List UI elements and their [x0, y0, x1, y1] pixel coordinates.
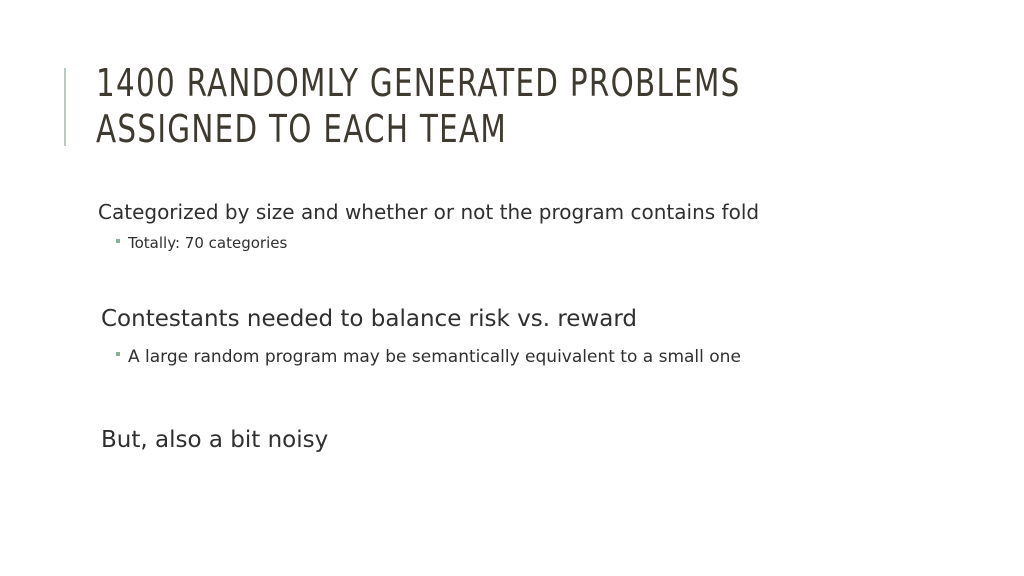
sub-bullet-marker-icon [116, 352, 120, 356]
bullet-1-sub-text: Totally: 70 categories [128, 234, 288, 252]
sub-bullet-marker-icon [116, 239, 120, 243]
bullet-2-text: Contestants needed to balance risk vs. reward [101, 306, 637, 332]
bullet-1-text: Categorized by size and whether or not the program contains fold [98, 200, 760, 224]
bullet-3-text: But, also a bit noisy [101, 427, 329, 453]
slide-title-line-1: 1400 RANDOMLY GENERATED PROBLEMS [96, 61, 741, 105]
slide-title-line-2: ASSIGNED TO EACH TEAM [96, 107, 508, 151]
bullet-2-sub-text: A large random program may be semantically equivalent to a small one [128, 347, 741, 367]
